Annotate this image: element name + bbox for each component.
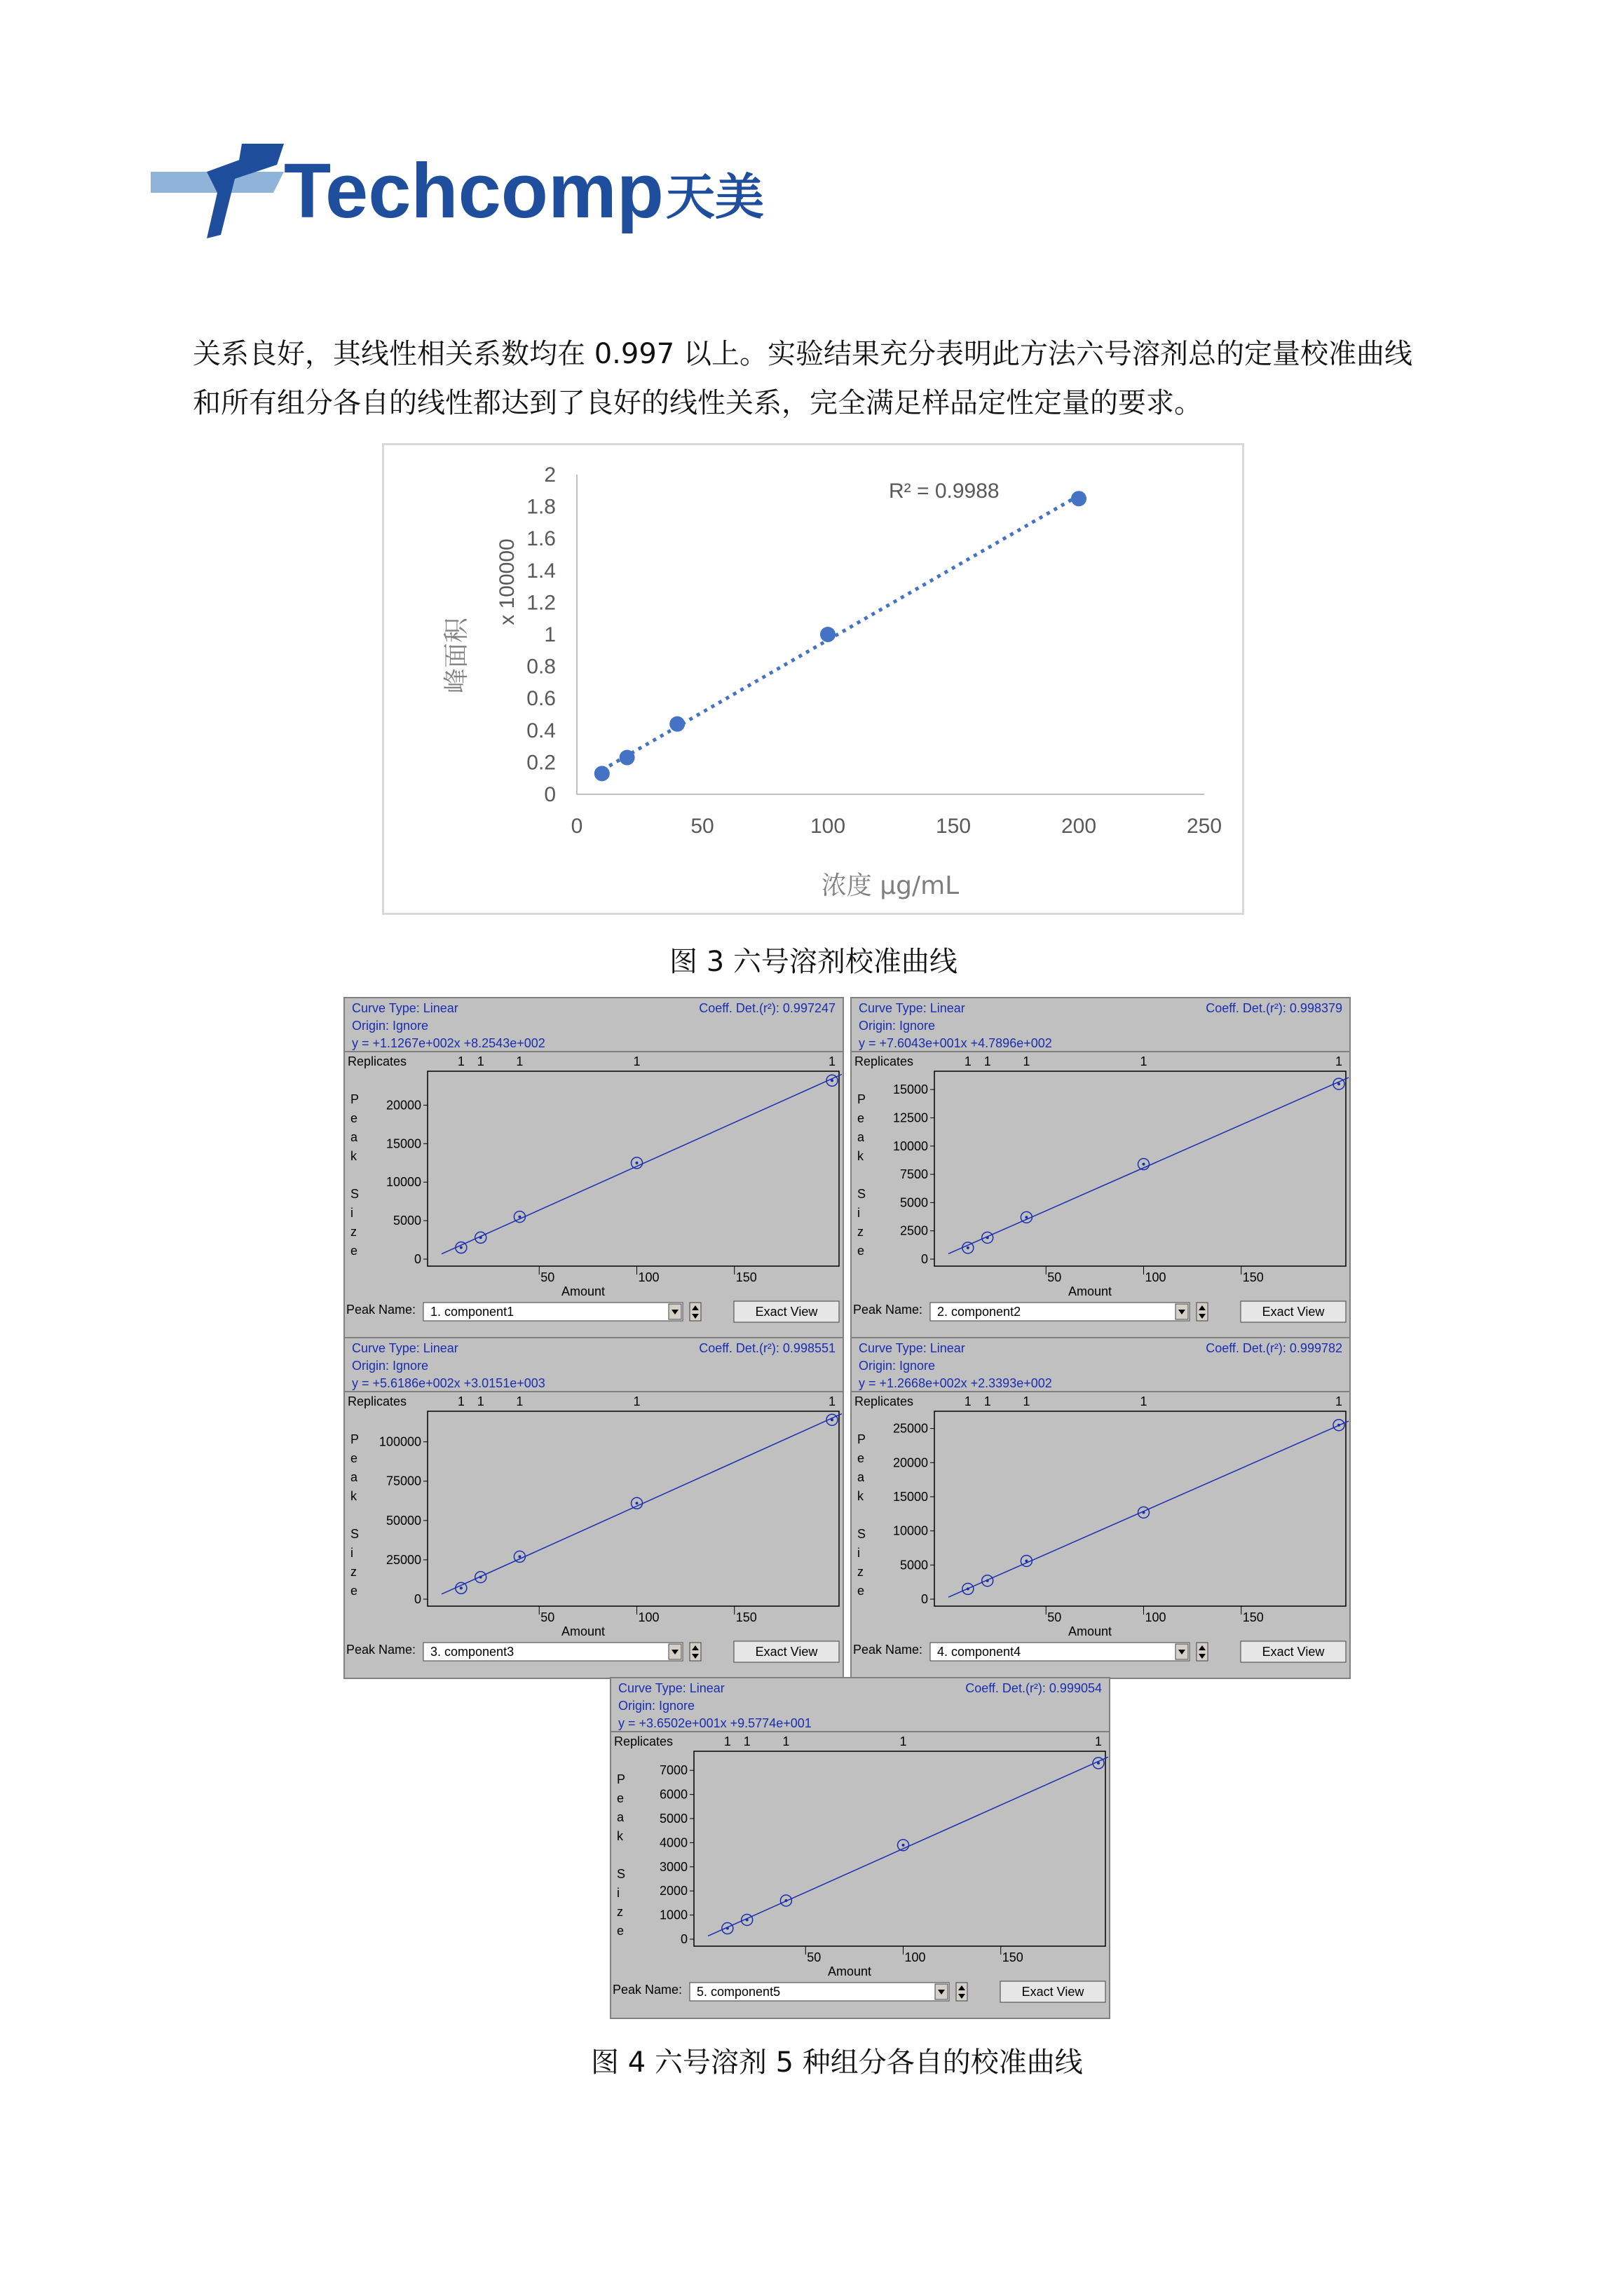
- y-tick-label: 10000: [892, 1523, 928, 1538]
- y-tick-label: 1.8: [526, 495, 556, 519]
- data-point-center: [460, 1587, 463, 1589]
- y-tick-label: 6000: [659, 1787, 688, 1802]
- x-tick-label: 50: [540, 1270, 555, 1284]
- replicate-count: 1: [743, 1734, 751, 1748]
- replicate-count: 1: [1140, 1394, 1147, 1408]
- y-axis-letter: a: [617, 1810, 625, 1824]
- coeff-det-label: Coeff. Det.(r²): 0.997247: [699, 1001, 836, 1015]
- replicate-count: 1: [723, 1734, 731, 1748]
- y-axis-letter: z: [857, 1565, 864, 1579]
- equation-label: y = +3.6502e+001x +9.5774e+001: [618, 1716, 812, 1730]
- replicate-count: 1: [1023, 1394, 1030, 1408]
- replicate-count: 1: [782, 1734, 790, 1748]
- data-point: [620, 750, 635, 766]
- data-point-center: [1143, 1163, 1145, 1166]
- y-axis-multiplier: x 100000: [496, 538, 519, 625]
- y-tick-label: 7500: [899, 1167, 928, 1182]
- amount-axis-label: Amount: [561, 1624, 606, 1638]
- y-axis-letter: k: [617, 1829, 623, 1843]
- calibration-panel-3: [343, 1337, 844, 1679]
- data-point-center: [518, 1555, 521, 1558]
- peak-name-value: 5. component5: [697, 1985, 781, 1999]
- x-tick-label: 150: [735, 1270, 757, 1284]
- replicate-count: 1: [516, 1394, 524, 1408]
- equation-label: y = +1.1267e+002x +8.2543e+002: [352, 1036, 545, 1050]
- x-tick-label: 0: [571, 815, 583, 838]
- data-point-center: [986, 1236, 989, 1239]
- data-point-center: [460, 1247, 463, 1249]
- figure3-chart-frame: [382, 443, 1244, 915]
- figure4-caption: 图 4 六号溶剂 5 种组分各自的校准曲线: [591, 2046, 1083, 2079]
- calibration-panel-1: [343, 997, 844, 1339]
- y-axis-letter: e: [857, 1111, 865, 1125]
- replicates-label: Replicates: [348, 1054, 407, 1068]
- curve-type-label: Curve Type: Linear: [859, 1001, 965, 1015]
- x-tick-label: 50: [1047, 1270, 1062, 1284]
- calibration-chart: [852, 998, 1349, 1338]
- logo-brand-cn-text: 天美: [666, 168, 764, 226]
- replicate-count: 1: [828, 1054, 836, 1068]
- y-axis-letter: k: [857, 1489, 864, 1503]
- y-axis-letter: P: [350, 1092, 360, 1106]
- replicate-count: 1: [899, 1734, 907, 1748]
- data-point-center: [831, 1079, 833, 1082]
- data-point-center: [1337, 1424, 1340, 1427]
- y-tick-label: 3000: [659, 1859, 688, 1874]
- equation-label: y = +5.6186e+002x +3.0151e+003: [352, 1376, 545, 1390]
- coeff-det-label: Coeff. Det.(r²): 0.998551: [699, 1341, 836, 1355]
- y-axis-letter: z: [857, 1225, 864, 1239]
- x-tick-label: 200: [1061, 815, 1097, 838]
- amount-axis-label: Amount: [1068, 1624, 1112, 1638]
- peak-name-label: Peak Name:: [613, 1983, 683, 1997]
- calibration-chart: [345, 998, 843, 1338]
- origin-label: Origin: Ignore: [859, 1019, 936, 1033]
- replicate-count: 1: [633, 1054, 641, 1068]
- y-tick-label: 1: [544, 623, 556, 646]
- calibration-panel-4: [850, 1337, 1351, 1679]
- data-point-center: [831, 1418, 833, 1421]
- exact-view-button-label: Exact View: [755, 1645, 818, 1659]
- y-axis-letter: e: [857, 1451, 865, 1465]
- y-tick-label: 2500: [899, 1223, 928, 1238]
- y-axis-letter: a: [857, 1130, 865, 1144]
- y-tick-label: 0.2: [526, 751, 556, 775]
- y-axis-letter: a: [857, 1470, 865, 1484]
- exact-view-button-label: Exact View: [1262, 1305, 1325, 1319]
- replicate-count: 1: [516, 1054, 524, 1068]
- y-axis-letter: e: [350, 1111, 358, 1125]
- y-axis-letter: e: [857, 1584, 865, 1598]
- y-tick-label: 20000: [386, 1098, 421, 1113]
- x-tick-label: 150: [935, 815, 972, 838]
- y-tick-label: 2000: [659, 1884, 688, 1898]
- y-axis-letter: P: [857, 1092, 866, 1106]
- y-axis-letter: z: [350, 1225, 357, 1239]
- x-tick-label: 150: [1242, 1610, 1264, 1624]
- y-tick-label: 0: [920, 1592, 928, 1606]
- replicate-count: 1: [828, 1394, 836, 1408]
- data-point: [669, 716, 685, 732]
- x-tick-label: 50: [807, 1950, 822, 1964]
- replicate-count: 1: [457, 1054, 465, 1068]
- y-axis-letter: S: [857, 1187, 866, 1201]
- x-tick-label: 100: [1145, 1610, 1166, 1624]
- y-tick-label: 15000: [386, 1136, 421, 1151]
- data-point-center: [902, 1844, 905, 1847]
- y-tick-label: 1.6: [526, 527, 556, 551]
- x-tick-label: 150: [735, 1610, 757, 1624]
- curve-type-label: Curve Type: Linear: [859, 1341, 965, 1355]
- y-tick-label: 0.8: [526, 655, 556, 679]
- equation-label: y = +1.2668e+002x +2.3393e+002: [859, 1376, 1052, 1390]
- origin-label: Origin: Ignore: [352, 1359, 429, 1373]
- y-tick-label: 0: [920, 1252, 928, 1266]
- replicates-label: Replicates: [854, 1054, 914, 1068]
- y-tick-label: 0: [680, 1932, 688, 1946]
- calibration-panel-2: [850, 997, 1351, 1339]
- y-tick-label: 0: [414, 1592, 421, 1606]
- y-axis-letter: z: [350, 1565, 357, 1579]
- x-tick-label: 150: [1002, 1950, 1023, 1964]
- peak-name-label: Peak Name:: [853, 1303, 923, 1317]
- exact-view-button-label: Exact View: [1262, 1645, 1325, 1659]
- y-tick-label: 12500: [892, 1110, 928, 1125]
- data-point: [594, 766, 610, 781]
- y-tick-label: 1000: [659, 1908, 688, 1922]
- plot-area: [428, 1071, 839, 1266]
- y-axis-letter: a: [350, 1130, 358, 1144]
- data-point-center: [986, 1580, 989, 1582]
- logo-mark-top: [238, 144, 284, 165]
- replicates-label: Replicates: [348, 1394, 407, 1408]
- amount-axis-label: Amount: [1068, 1284, 1112, 1298]
- coeff-det-label: Coeff. Det.(r²): 0.999782: [1206, 1341, 1342, 1355]
- x-axis-label: 浓度 μg/mL: [821, 871, 960, 900]
- peak-name-value: 3. component3: [430, 1645, 514, 1659]
- data-point-center: [479, 1236, 482, 1239]
- y-axis-letter: S: [617, 1867, 626, 1881]
- amount-axis-label: Amount: [561, 1284, 606, 1298]
- y-tick-label: 10000: [386, 1175, 421, 1190]
- curve-type-label: Curve Type: Linear: [352, 1001, 458, 1015]
- y-tick-label: 15000: [892, 1489, 928, 1504]
- data-point-center: [1143, 1511, 1145, 1514]
- y-axis-letter: P: [857, 1432, 866, 1446]
- replicate-count: 1: [983, 1394, 991, 1408]
- y-tick-label: 20000: [892, 1455, 928, 1470]
- logo-brand-text: Techcomp: [284, 148, 664, 234]
- x-tick-label: 250: [1186, 815, 1222, 838]
- x-tick-label: 150: [1242, 1270, 1264, 1284]
- y-tick-label: 1.2: [526, 591, 556, 615]
- y-tick-label: 25000: [892, 1421, 928, 1436]
- y-tick-label: 5000: [899, 1558, 928, 1572]
- data-point-center: [518, 1216, 521, 1218]
- data-point: [1071, 491, 1086, 506]
- curve-type-label: Curve Type: Linear: [352, 1341, 458, 1355]
- x-tick-label: 100: [638, 1610, 660, 1624]
- calibration-chart: [611, 1678, 1109, 2018]
- data-point-center: [726, 1927, 729, 1930]
- coeff-det-label: Coeff. Det.(r²): 0.999054: [965, 1681, 1102, 1695]
- peak-name-value: 2. component2: [937, 1305, 1021, 1319]
- r-squared-annotation: R² = 0.9988: [889, 480, 1000, 503]
- x-tick-label: 50: [690, 815, 714, 838]
- amount-axis-label: Amount: [827, 1964, 872, 1978]
- x-tick-label: 100: [904, 1950, 926, 1964]
- x-tick-label: 100: [638, 1270, 660, 1284]
- y-tick-label: 25000: [386, 1552, 421, 1567]
- origin-label: Origin: Ignore: [618, 1699, 695, 1713]
- y-tick-label: 100000: [379, 1434, 421, 1449]
- figure3-chart: [384, 445, 1242, 913]
- data-point-center: [967, 1587, 969, 1590]
- replicates-label: Replicates: [614, 1734, 674, 1748]
- y-tick-label: 2: [544, 463, 556, 487]
- y-axis-letter: S: [857, 1527, 866, 1541]
- figure3-caption: 图 3 六号溶剂校准曲线: [669, 946, 957, 978]
- y-axis-letter: k: [350, 1149, 357, 1163]
- y-tick-label: 15000: [892, 1082, 928, 1097]
- peak-name-label: Peak Name:: [853, 1643, 923, 1657]
- y-axis-letter: S: [350, 1187, 360, 1201]
- x-tick-label: 50: [540, 1610, 555, 1624]
- y-tick-label: 75000: [386, 1474, 421, 1488]
- y-axis-letter: e: [617, 1924, 625, 1938]
- y-axis-letter: z: [617, 1905, 623, 1919]
- y-axis-letter: e: [350, 1584, 358, 1598]
- replicate-count: 1: [1335, 1394, 1343, 1408]
- replicate-count: 1: [1140, 1054, 1147, 1068]
- peak-name-label: Peak Name:: [346, 1643, 416, 1657]
- data-point-center: [479, 1576, 482, 1579]
- peak-name-value: 1. component1: [430, 1305, 514, 1319]
- x-tick-label: 100: [810, 815, 846, 838]
- exact-view-button-label: Exact View: [1021, 1985, 1084, 1999]
- replicate-count: 1: [1335, 1054, 1343, 1068]
- calibration-chart: [852, 1338, 1349, 1678]
- replicate-count: 1: [964, 1054, 972, 1068]
- calibration-panel-5: [610, 1677, 1110, 2019]
- y-axis-letter: e: [617, 1791, 625, 1805]
- replicate-count: 1: [1023, 1054, 1030, 1068]
- y-axis-letter: S: [350, 1527, 360, 1541]
- y-tick-label: 4000: [659, 1835, 688, 1850]
- data-point-center: [1025, 1559, 1028, 1562]
- paragraph-line-2: 和所有组分各自的线性都达到了良好的线性关系，完全满足样品定性定量的要求。: [193, 387, 1202, 419]
- y-tick-label: 0: [414, 1252, 421, 1266]
- data-point-center: [1025, 1216, 1028, 1218]
- replicate-count: 1: [477, 1394, 484, 1408]
- calibration-chart: [345, 1338, 843, 1678]
- y-tick-label: 5000: [899, 1195, 928, 1210]
- y-axis-letter: e: [857, 1244, 865, 1258]
- plot-area: [694, 1751, 1105, 1946]
- data-point-center: [784, 1899, 787, 1902]
- origin-label: Origin: Ignore: [352, 1019, 429, 1033]
- peak-name-value: 4. component4: [937, 1645, 1021, 1659]
- y-axis-letter: i: [350, 1546, 353, 1560]
- y-axis-letter: e: [350, 1244, 358, 1258]
- replicate-count: 1: [477, 1054, 484, 1068]
- data-point: [820, 627, 836, 642]
- replicates-label: Replicates: [854, 1394, 914, 1408]
- y-tick-label: 0.4: [526, 719, 556, 742]
- data-point-center: [636, 1502, 639, 1504]
- data-point-center: [636, 1162, 639, 1164]
- origin-label: Origin: Ignore: [859, 1359, 936, 1373]
- replicate-count: 1: [1094, 1734, 1103, 1748]
- data-point-center: [1097, 1762, 1100, 1765]
- replicate-count: 1: [633, 1394, 641, 1408]
- peak-name-label: Peak Name:: [346, 1303, 416, 1317]
- data-point-center: [967, 1247, 969, 1249]
- y-axis-letter: P: [350, 1432, 360, 1446]
- coeff-det-label: Coeff. Det.(r²): 0.998379: [1206, 1001, 1342, 1015]
- y-tick-label: 1.4: [526, 559, 556, 583]
- equation-label: y = +7.6043e+001x +4.7896e+002: [859, 1036, 1052, 1050]
- y-axis-letter: i: [350, 1206, 353, 1220]
- techcomp-logo: [151, 144, 782, 242]
- y-tick-label: 7000: [659, 1763, 688, 1778]
- y-axis-letter: k: [857, 1149, 864, 1163]
- replicate-count: 1: [964, 1394, 972, 1408]
- y-axis-letter: a: [350, 1470, 358, 1484]
- y-axis-letter: e: [350, 1451, 358, 1465]
- plot-area: [428, 1411, 839, 1606]
- x-tick-label: 50: [1047, 1610, 1062, 1624]
- y-axis-letter: i: [857, 1546, 860, 1560]
- replicate-count: 1: [457, 1394, 465, 1408]
- y-axis-letter: i: [617, 1886, 620, 1900]
- y-axis-letter: k: [350, 1489, 357, 1503]
- y-tick-label: 0: [544, 783, 556, 806]
- data-point-center: [1337, 1082, 1340, 1085]
- y-tick-label: 5000: [393, 1214, 421, 1228]
- exact-view-button-label: Exact View: [755, 1305, 818, 1319]
- y-axis-letter: P: [617, 1772, 626, 1786]
- y-tick-label: 50000: [386, 1513, 421, 1528]
- y-axis-letter: i: [857, 1206, 860, 1220]
- y-tick-label: 10000: [892, 1139, 928, 1153]
- y-axis-label: 峰面积: [442, 617, 471, 694]
- x-tick-label: 100: [1145, 1270, 1166, 1284]
- y-tick-label: 5000: [659, 1812, 688, 1826]
- y-tick-label: 0.6: [526, 687, 556, 711]
- paragraph-line-1: 关系良好，其线性相关系数均在 0.997 以上。实验结果充分表明此方法六号溶剂总的定量校准曲线: [193, 338, 1412, 370]
- curve-type-label: Curve Type: Linear: [618, 1681, 725, 1695]
- replicate-count: 1: [983, 1054, 991, 1068]
- data-point-center: [746, 1918, 749, 1921]
